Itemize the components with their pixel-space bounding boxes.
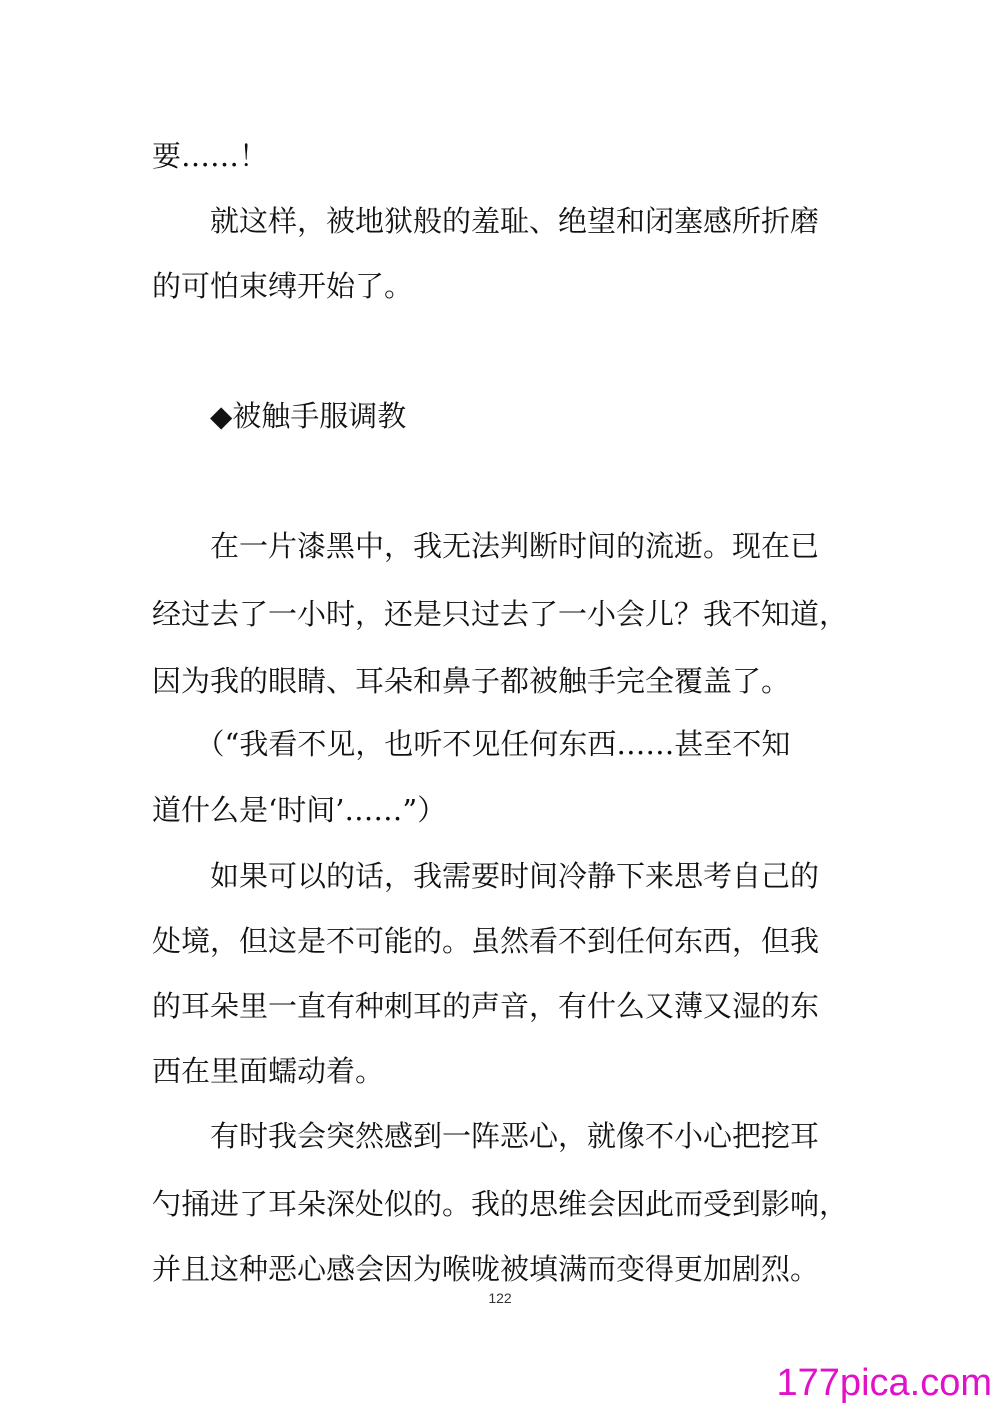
text-line-10: 如果可以的话，我需要时间冷静下来思考自己的 — [152, 859, 820, 893]
text-line-7: 因为我的眼睛、耳朵和鼻子都被触手完全覆盖了。 — [152, 664, 791, 698]
text-line-1: 要……！ — [152, 139, 269, 173]
section-heading: ◆被触手服调教 — [152, 399, 407, 433]
text-line-11: 处境，但这是不可能的。虽然看不到任何东西，但我 — [152, 924, 820, 958]
text-line-15: 勺捅进了耳朵深处似的。我的思维会因此而受到影响， — [152, 1187, 849, 1221]
text-line-8: （“我看不见，也听不见任何东西……甚至不知 — [152, 727, 791, 761]
text-line-14: 有时我会突然感到一阵恶心，就像不小心把挖耳 — [152, 1119, 820, 1153]
page-number: 122 — [488, 1290, 512, 1306]
text-line-13: 西在里面蠕动着。 — [152, 1054, 385, 1088]
text-line-5: 在一片漆黑中，我无法判断时间的流逝。现在已 — [152, 529, 820, 563]
text-line-12: 的耳朵里一直有种刺耳的声音，有什么又薄又湿的东 — [152, 989, 820, 1023]
site-watermark: 177pica.com — [776, 1362, 992, 1404]
text-line-6: 经过去了一小时，还是只过去了一小会儿？我不知道， — [152, 597, 849, 631]
text-line-3: 的可怕束缚开始了。 — [152, 269, 414, 303]
text-line-2: 就这样，被地狱般的羞耻、绝望和闭塞感所折磨 — [152, 204, 820, 238]
text-line-9: 道什么是‘时间’……”） — [152, 793, 447, 827]
text-line-16: 并且这种恶心感会因为喉咙被填满而变得更加剧烈。 — [152, 1252, 820, 1286]
